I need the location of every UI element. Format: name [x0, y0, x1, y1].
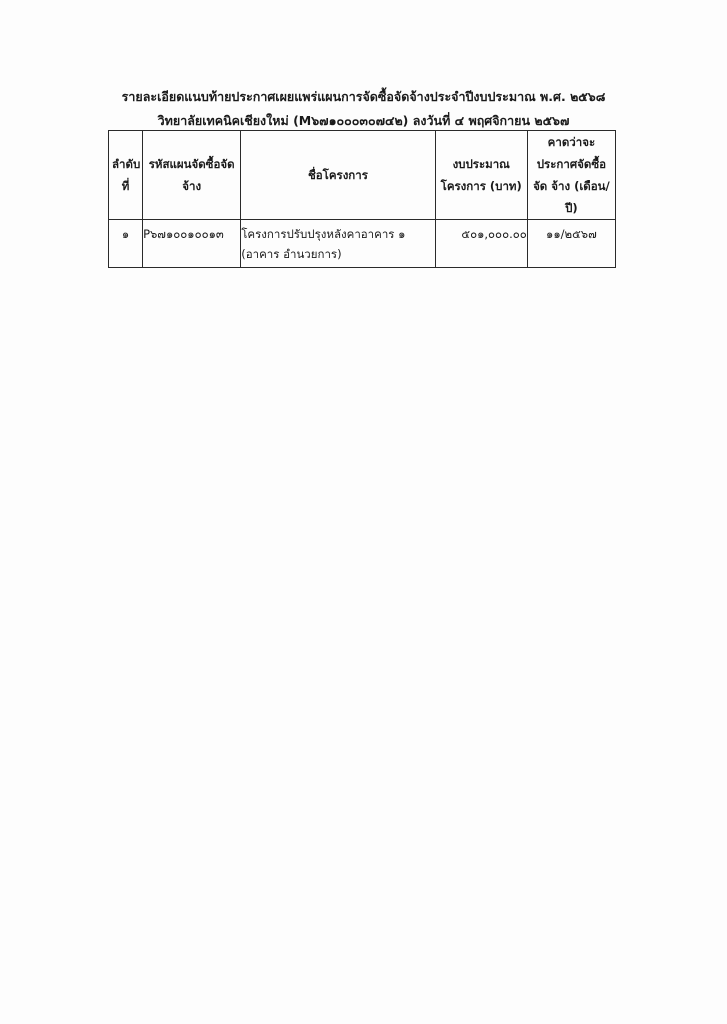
header-name-label: ชื่อโครงการ: [307, 168, 368, 182]
header-no: [109, 131, 143, 220]
header-budget-label: งบประมาณ โครงการ (บาท): [440, 157, 522, 193]
cell-plan-code: P๖๗๑๐๐๑๐๐๑๓: [143, 220, 241, 268]
cell-no: ๑: [109, 220, 143, 268]
header-name: [241, 131, 435, 220]
header-budget: [435, 131, 527, 220]
header-no-label: ลำดับ ที่: [112, 157, 141, 193]
table-header-row: [109, 131, 616, 220]
cell-budget: ๕๐๑,๐๐๐.๐๐: [435, 220, 527, 268]
header-code-label: รหัสแผนจัดซื้อจัด จ้าง: [148, 157, 235, 193]
cell-expected-date: ๑๑/๒๕๖๗: [527, 220, 615, 268]
document-title-line-2: วิทยาลัยเทคนิคเชียงใหม่ (M๖๗๑๐๐๐๓๐๗๔๒) ลงวันที่ ๔ พฤศจิกายน ๒๕๖๗: [157, 113, 570, 128]
procurement-plan-table: [108, 130, 616, 268]
header-expected-date: [527, 131, 615, 220]
cell-project-name: โครงการปรับปรุงหลังคาอาคาร ๑ (อาคาร อำนวยการ): [241, 220, 435, 268]
document-title-line-1: รายละเอียดแนบท้ายประกาศเผยแพร่แผนการจัดซื้อจัดจ้างประจำปีงบประมาณ พ.ศ. ๒๕๖๘: [121, 89, 606, 104]
header-expected-date-label: คาดว่าจะ ประกาศจัดซื้อจัด จ้าง (เดือน/ปี): [533, 135, 610, 215]
table-row: [109, 220, 616, 268]
header-code: [143, 131, 241, 220]
